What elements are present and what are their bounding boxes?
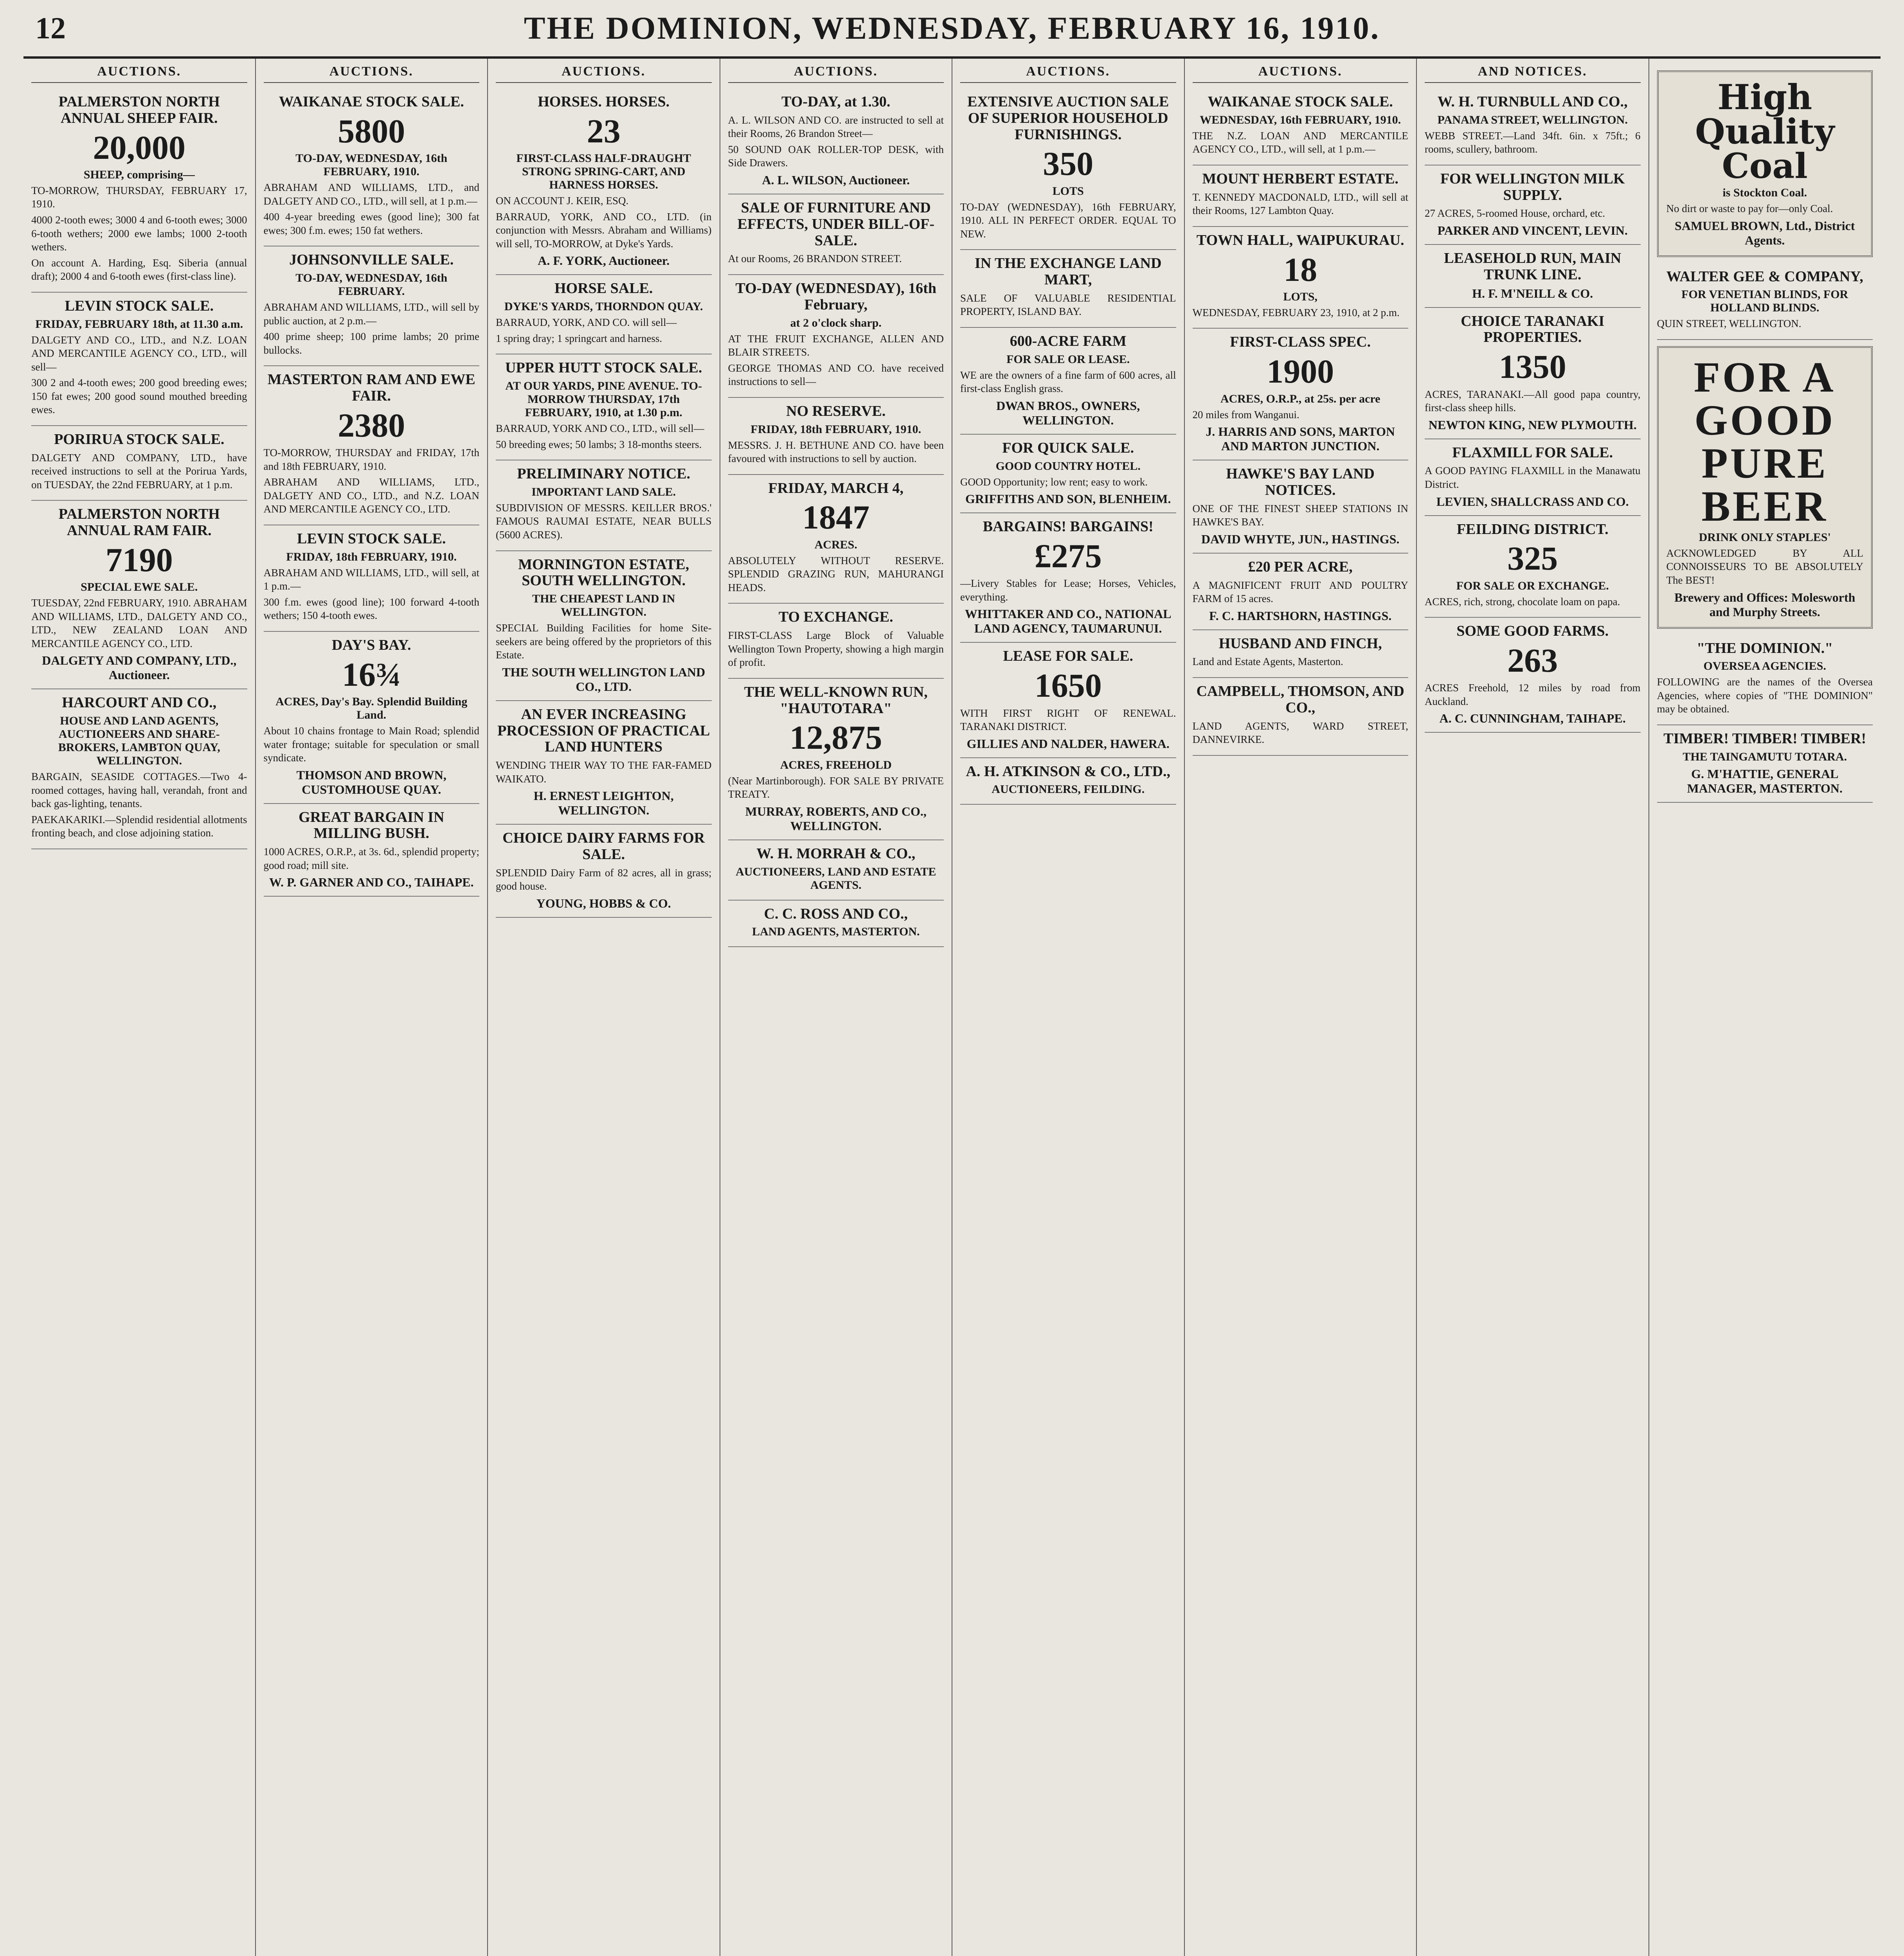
ad-body-text: DALGETY AND CO., LTD., and N.Z. LOAN AND MERCANTILE AGENCY CO., LTD., will sell— [31,334,247,373]
ad-advertiser: A. C. CUNNINGHAM, TAIHAPE. [1439,711,1626,726]
advertisement [1193,554,1409,630]
ad-title: WAIKANAE STOCK SALE. [279,93,464,110]
ad-body-text: ABRAHAM AND WILLIAMS, LTD., and DALGETY AND CO., LTD., will sell, at 1 p.m.— [263,182,479,207]
ad-body-text: 400 4-year breeding ewes (good line); 300 fat ewes; 300 f.m. ewes; 150 fat wethers. [263,211,479,236]
ad-body-text: ABRAHAM AND WILLIAMS, LTD., will sell by public auction, at 2 p.m.— [263,301,479,327]
advertisement [264,246,480,366]
ad-subtitle: PANAMA STREET, WELLINGTON. [1437,113,1628,126]
ad-subtitle: LOTS [1052,184,1084,198]
ad-title: TOWN HALL, WAIPUKURAU. [1196,232,1404,248]
ad-body-text: FIRST-CLASS Large Block of Valuable Wellington Town Property, showing a high margin of profit. [728,629,944,669]
advertisement [1425,245,1641,308]
ad-highlight-number: 263 [1507,641,1558,679]
advertisement [496,825,712,918]
ad-title: PORIRUA STOCK SALE. [54,431,225,448]
ad-title: TIMBER! TIMBER! TIMBER! [1663,730,1866,747]
ad-body-text: Land and Estate Agents, Masterton. [1192,656,1343,668]
ad-subtitle: AT OUR YARDS, PINE AVENUE. TO-MORROW THURSDAY, 17th FEBRUARY, 1910, at 1.30 p.m. [505,379,702,419]
column-4 [720,59,953,1956]
ad-body-text: ON ACCOUNT J. KEIR, ESQ. [496,195,629,207]
ad-title: WAIKANAE STOCK SALE. [1208,93,1393,110]
advertisement [1193,88,1409,165]
advertisement [264,525,480,632]
advertisement [31,293,247,426]
advertisement [728,679,944,840]
ad-body-text: TUESDAY, 22nd FEBRUARY, 1910. ABRAHAM AND WILLIAMS, LTD., DALGETY AND CO., LTD., NEW ZEALAND LOAN AND MERCANTILE AGENCY CO., LTD. [31,597,247,649]
column-heading: AUCTIONS. [728,64,944,83]
advertisement [1425,88,1641,165]
ad-advertiser: SAMUEL BROWN, Ltd., District Agents. [1675,218,1855,247]
ad-subtitle: OVERSEA AGENCIES. [1703,660,1826,673]
ad-body-text: MESSRS. J. H. BETHUNE AND CO. have been favoured with instructions to sell by auction. [728,439,944,465]
ad-body-text: A MAGNIFICENT FRUIT AND POULTRY FARM of 15 acres. [1192,579,1408,605]
advertisement [960,328,1176,435]
ad-title: LEVIN STOCK SALE. [297,530,446,547]
ad-subtitle: FRIDAY, 18th FEBRUARY, 1910. [750,422,921,436]
ad-body-text: ACKNOWLEDGED BY ALL CONNOISSEURS TO BE ABSOLUTELY The BEST! [1666,547,1863,586]
ad-highlight-number: 16¾ [342,655,401,693]
ad-title: UPPER HUTT STOCK SALE. [505,360,702,376]
ad-advertiser: NEWTON KING, NEW PLYMOUTH. [1428,417,1637,432]
ad-title: LEVIN STOCK SALE. [65,297,214,314]
ad-subtitle: ACRES, O.R.P., at 25s. per acre [1220,392,1380,405]
ad-body-text: GOOD Opportunity; low rent; easy to work. [960,476,1148,488]
columns [23,59,1881,1956]
advertisement [728,901,944,947]
ad-subtitle: SPECIAL EWE SALE. [81,581,198,594]
ad-body-text: TO-MORROW, THURSDAY and FRIDAY, 17th and 18th FEBRUARY, 1910. [263,447,479,472]
advertisement [728,475,944,604]
ad-advertiser: GRIFFITHS AND SON, BLENHEIM. [965,492,1171,506]
ad-body-text: WEDNESDAY, FEBRUARY 23, 1910, at 2 p.m. [1192,306,1400,318]
advertisement [960,513,1176,643]
ad-advertiser: DWAN BROS., OWNERS, WELLINGTON. [996,398,1140,427]
ad-body-text: ACRES, rich, strong, chocolate loam on papa. [1425,595,1620,608]
ad-title: TO-DAY (WEDNESDAY), 16th February, [735,280,936,313]
ad-highlight-number: 7190 [105,541,173,579]
advertisement [728,275,944,398]
advertisement [1193,678,1409,756]
ad-title: MORNINGTON ESTATE, SOUTH WELLINGTON. [518,556,689,589]
ad-subtitle: FOR SALE OR EXCHANGE. [1456,579,1609,592]
ad-title: CHOICE DAIRY FARMS FOR SALE. [502,830,705,863]
ad-title: HARCOURT AND CO., [62,694,217,711]
column-3 [488,59,720,1956]
ad-advertiser: GILLIES AND NALDER, HAWERA. [966,736,1170,751]
ad-title: THE WELL-KNOWN RUN, "HAUTOTARA" [744,683,928,717]
ad-title: PALMERSTON NORTH ANNUAL SHEEP FAIR. [58,93,220,126]
ad-body-text: At our Rooms, 26 BRANDON STREET. [728,253,902,265]
ad-highlight-number: 1650 [1034,667,1102,705]
advertisement [960,435,1176,513]
ad-title: 600-ACRE FARM [1010,333,1127,350]
ad-title: FRIDAY, MARCH 4, [768,480,904,496]
ad-highlight-number: 20,000 [93,128,185,166]
advertisement [1657,346,1873,629]
column-heading: AUCTIONS. [960,64,1176,83]
ad-title: PALMERSTON NORTH ANNUAL RAM FAIR. [58,506,220,539]
ad-subtitle: FOR VENETIAN BLINDS, FOR HOLLAND BLINDS. [1681,288,1848,315]
ad-advertiser: DAVID WHYTE, JUN., HASTINGS. [1201,532,1400,546]
ad-body-text: 4000 2-tooth ewes; 3000 4 and 6-tooth ewes; 3000 6-tooth wethers; 2000 ewe lambs; 1000 2-tooth wethers. [31,214,247,253]
ad-advertiser: J. HARRIS AND SONS, MARTON AND MARTON JUNCTION. [1206,424,1395,453]
ad-title: W. H. MORRAH & CO., [756,845,916,862]
advertisement [728,194,944,275]
advertisement [264,632,480,804]
ad-advertiser: Brewery and Offices: Molesworth and Murphy Streets. [1674,590,1855,619]
advertisement [31,501,247,689]
ad-body-text: On account A. Harding, Esq. Siberia (annual draft); 2000 4 and 6-tooth ewes (first-class line). [31,257,247,282]
ad-subtitle: HOUSE AND LAND AGENTS, AUCTIONEERS AND SHARE-BROKERS, LAMBTON QUAY, WELLINGTON. [58,714,220,768]
ad-advertiser: F. C. HARTSHORN, HASTINGS. [1209,608,1392,623]
column-8 [1649,59,1881,1956]
ad-body-text: ACRES Freehold, 12 miles by road from Auckland. [1425,682,1641,707]
ad-advertiser: A. F. YORK, Auctioneer. [538,253,670,268]
advertisement [728,840,944,901]
ad-body-text: ACRES, TARANAKI.—All good papa country, first-class sheep hills. [1425,388,1641,414]
ad-body-text: A. L. WILSON AND CO. are instructed to sell at their Rooms, 26 Brandon Street— [728,114,944,140]
advertisement [31,426,247,501]
ad-body-text: QUIN STREET, WELLINGTON. [1657,318,1801,330]
ad-title: TO EXCHANGE. [778,609,893,626]
ad-title: FLAXMILL FOR SALE. [1452,444,1613,461]
ad-subtitle: FIRST-CLASS HALF-DRAUGHT STRONG SPRING-CART, AND HARNESS HORSES. [516,152,691,192]
ad-title: FOR QUICK SALE. [1002,439,1134,456]
advertisement [728,604,944,678]
ad-body-text: T. KENNEDY MACDONALD, LTD., will sell at their Rooms, 127 Lambton Quay. [1192,191,1408,217]
ad-body-text: SPLENDID Dairy Farm of 82 acres, all in grass; good house. [496,867,712,892]
ad-subtitle: ACRES, FREEHOLD [780,758,892,771]
ad-highlight-number: 2380 [338,406,405,444]
ad-body-text: BARRAUD, YORK, AND CO., LTD. (in conjunction with Messrs. Abraham and Williams) will sell, TO-MORROW, at Dyke's Yards. [496,210,712,250]
ad-body-text: No dirt or waste to pay for—only Coal. [1666,203,1833,214]
ad-title: CAMPBELL, THOMSON, AND CO., [1196,683,1404,716]
advertisement [1425,165,1641,245]
ad-title: EXTENSIVE AUCTION SALE OF SUPERIOR HOUSEHOLD FURNISHINGS. [967,93,1169,143]
ad-subtitle: DRINK ONLY STAPLES' [1699,530,1831,544]
advertisement [1193,630,1409,678]
advertisement [1657,725,1873,803]
ad-subtitle: AUCTIONEERS, FEILDING. [992,783,1145,796]
advertisement [496,701,712,825]
ad-body-text: SPECIAL Building Facilities for home Site-seekers are being offered by the proprietors of this Estate. [496,622,712,661]
advertisement [1425,618,1641,733]
ad-advertiser: H. ERNEST LEIGHTON, WELLINGTON. [533,789,674,818]
ad-body-text: FOLLOWING are the names of the Oversea Agencies, where copies of "THE DOMINION" may be obtained. [1657,676,1873,715]
ad-body-text: ABRAHAM AND WILLIAMS, LTD., DALGETY AND CO., LTD., and N.Z. LOAN AND MERCANTILE AGENCY CO., LTD. [263,476,479,515]
ad-body-text: 300 f.m. ewes (good line); 100 forward 4-tooth wethers; 150 4-tooth ewes. [263,596,479,622]
ad-body-text: AT THE FRUIT EXCHANGE, ALLEN AND BLAIR STREETS. [728,333,944,358]
ad-title: DAY'S BAY. [331,636,411,653]
ad-subtitle: SHEEP, comprising— [83,168,195,181]
ad-title: HORSES. HORSES. [538,93,670,110]
advertisement [960,643,1176,758]
ad-title: LEASEHOLD RUN, MAIN TRUNK LINE. [1444,250,1621,283]
column-heading: AUCTIONS. [1193,64,1409,83]
ad-body-text: GEORGE THOMAS AND CO. have received instructions to sell— [728,362,944,388]
column-heading: AUCTIONS. [496,64,712,83]
ad-highlight-number: 350 [1043,145,1094,183]
ad-highlight-number: 23 [587,112,621,150]
advertisement [1657,70,1873,257]
advertisement [1193,165,1409,227]
ad-highlight-number: 12,875 [790,719,882,757]
advertisement [1425,439,1641,516]
ad-title: AN EVER INCREASING PROCESSION OF PRACTICAL LAND HUNTERS [497,706,710,755]
ad-subtitle: GOOD COUNTRY HOTEL. [995,459,1141,473]
ad-body-text: 1 spring dray; 1 springcart and harness. [496,332,662,344]
ad-title: A. H. ATKINSON & CO., LTD., [966,763,1171,780]
ad-body-text: 300 2 and 4-tooth ewes; 200 good breeding ewes; 150 fat ewes; 200 good sound mouthed breeding ewes. [31,377,247,416]
ad-title: C. C. ROSS AND CO., [764,905,908,922]
ad-advertiser: H. F. M'NEILL & CO. [1472,286,1593,300]
ad-body-text: —Livery Stables for Lease; Horses, Vehicles, everything. [960,577,1176,603]
advertisement [1193,460,1409,554]
ad-body-text: 20 miles from Wanganui. [1192,408,1299,421]
ad-title: FOR A GOOD PURE BEER [1693,353,1836,530]
ad-title: MOUNT HERBERT ESTATE. [1202,170,1399,187]
ad-advertiser: THE SOUTH WELLINGTON LAND CO., LTD. [502,665,705,694]
ad-subtitle: LOTS, [1283,290,1318,303]
advertisement [264,366,480,525]
ad-title: £20 PER ACRE, [1248,558,1353,575]
ad-title: W. H. TURNBULL AND CO., [1437,93,1628,110]
column-heading: AUCTIONS. [264,64,480,83]
ad-title: CHOICE TARANAKI PROPERTIES. [1461,313,1605,346]
ad-advertiser: LEVIEN, SHALLCRASS AND CO. [1436,494,1629,509]
ad-subtitle: ACRES, Day's Bay. Splendid Building Land. [275,695,468,721]
column-2 [256,59,488,1956]
ad-title: HAWKE'S BAY LAND NOTICES. [1226,466,1375,498]
ad-title: SALE OF FURNITURE AND EFFECTS, UNDER BILL-OF-SALE. [737,199,935,249]
advertisement [264,804,480,897]
ad-highlight-number: 1900 [1267,352,1334,390]
ad-body-text: About 10 chains frontage to Main Road; splendid water frontage; suitable for speculation or small syndicate. [263,725,479,764]
ad-body-text: BARGAIN, SEASIDE COTTAGES.—Two 4-roomed cottages, having hall, verandah, front and back gas-lighting, tenants. [31,771,247,810]
ad-body-text: 1000 ACRES, O.R.P., at 3s. 6d., splendid property; good road; mill site. [263,846,479,871]
ad-body-text: THE N.Z. LOAN AND MERCANTILE AGENCY CO., LTD., will sell, at 1 p.m.— [1192,129,1408,155]
ad-body-text: 50 SOUND OAK ROLLER-TOP DESK, with Side Drawers. [728,143,944,169]
ad-subtitle: AUCTIONEERS, LAND AND ESTATE AGENTS. [736,865,936,892]
ad-body-text: SALE OF VALUABLE RESIDENTIAL PROPERTY, ISLAND BAY. [960,292,1176,318]
ad-subtitle: WEDNESDAY, 16th FEBRUARY, 1910. [1200,113,1401,126]
advertisement [1193,227,1409,329]
ad-body-text: TO-MORROW, THURSDAY, FEBRUARY 17, 1910. [31,184,247,210]
ad-title: GREAT BARGAIN IN MILLING BUSH. [299,809,445,842]
advertisement [728,398,944,475]
advertisement [264,88,480,246]
ad-subtitle: ACRES. [814,538,857,551]
ad-body-text: ABSOLUTELY WITHOUT RESERVE. SPLENDID GRAZING RUN, MAHURANGI HEADS. [728,554,944,593]
ad-highlight-number: 1350 [1499,348,1566,386]
ad-highlight-number: 5800 [338,112,405,150]
ad-subtitle: FRIDAY, 18th FEBRUARY, 1910. [286,550,457,563]
page-title: THE DOMINION, WEDNESDAY, FEBRUARY 16, 1910. [524,10,1380,46]
ad-title: HUSBAND AND FINCH, [1218,635,1382,652]
ad-title: BARGAINS! BARGAINS! [983,518,1154,535]
ad-highlight-number: £275 [1034,537,1102,575]
ad-title: High Quality Coal [1695,77,1835,186]
advertisement [31,88,247,293]
ad-title: LEASE FOR SALE. [1003,648,1134,665]
ad-body-text: TO-DAY (WEDNESDAY), 16th FEBRUARY, 1910. ALL IN PERFECT ORDER. EQUAL TO NEW. [960,201,1176,240]
ad-body-text: PAEKAKARIKI.—Splendid residential allotments fronting beach, and close adjoining station. [31,813,247,839]
ad-title: SOME GOOD FARMS. [1456,623,1609,640]
ad-title: PRELIMINARY NOTICE. [517,466,691,482]
ad-advertiser: DALGETY AND COMPANY, LTD., Auctioneer. [42,653,237,682]
ad-title: IN THE EXCHANGE LAND MART, [974,255,1162,288]
ad-title: FIRST-CLASS SPEC. [1230,334,1371,351]
ad-highlight-number: 18 [1283,250,1317,288]
ad-advertiser: THOMSON AND BROWN, CUSTOMHOUSE QUAY. [296,768,446,796]
ad-subtitle: TO-DAY, WEDNESDAY, 16th FEBRUARY, 1910. [295,152,448,178]
ad-body-text: 27 ACRES, 5-roomed House, orchard, etc. [1425,207,1605,219]
advertisement [496,275,712,354]
ad-subtitle: is Stockton Coal. [1722,186,1807,199]
ad-title: HORSE SALE. [554,280,653,297]
ad-body-text: 50 breeding ewes; 50 lambs; 3 18-months steers. [496,438,702,450]
advertisement [1657,263,1873,340]
column-heading: AND NOTICES. [1425,64,1641,83]
masthead [23,0,1881,59]
ad-advertiser: MURRAY, ROBERTS, AND CO., WELLINGTON. [745,804,927,833]
ad-title: TO-DAY, at 1.30. [781,93,891,110]
ad-advertiser: YOUNG, HOBBS & CO. [536,896,671,910]
ad-advertiser: WHITTAKER AND CO., NATIONAL LAND AGENCY, TAUMARUNUI. [965,607,1172,636]
ad-title: NO RESERVE. [786,403,886,419]
advertisement [1193,329,1409,460]
ad-subtitle: FOR SALE OR LEASE. [1006,352,1130,366]
ad-body-text: BARRAUD, YORK, AND CO. will sell— [496,316,677,329]
advertisement [960,88,1176,250]
ad-body-text: ONE OF THE FINEST SHEEP STATIONS IN HAWKE'S BAY. [1192,502,1408,528]
advertisement [496,88,712,275]
column-heading: AUCTIONS. [31,64,247,83]
ad-title: "THE DOMINION." [1697,640,1833,656]
column-6 [1185,59,1417,1956]
ad-subtitle: FRIDAY, FEBRUARY 18th, at 11.30 a.m. [35,317,243,331]
ad-subtitle: IMPORTANT LAND SALE. [531,485,676,498]
advertisement [1657,635,1873,725]
advertisement [1425,308,1641,439]
advertisement [496,354,712,460]
advertisement [496,551,712,701]
ad-subtitle: at 2 o'clock sharp. [790,316,882,329]
ad-body-text: WENDING THEIR WAY TO THE FAR-FAMED WAIKATO. [496,759,712,785]
column-1 [23,59,256,1956]
ad-subtitle: TO-DAY, WEDNESDAY, 16th FEBRUARY. [295,271,448,298]
column-7 [1417,59,1649,1956]
advertisement [728,88,944,194]
advertisement [31,689,247,849]
advertisement [960,250,1176,328]
ad-advertiser: G. M'HATTIE, GENERAL MANAGER, MASTERTON. [1687,766,1843,795]
ad-body-text: DALGETY AND COMPANY, LTD., have received instructions to sell at the Porirua Yards, on TUESDAY, the 22nd FEBRUARY, at 1 p.m. [31,451,247,491]
ad-title: FEILDING DISTRICT. [1456,521,1609,538]
column-5 [952,59,1185,1956]
ad-body-text: LAND AGENTS, WARD STREET, DANNEVIRKE. [1192,720,1408,746]
ad-subtitle: THE TAINGAMUTU TOTARA. [1683,750,1847,763]
ad-body-text: 400 prime sheep; 100 prime lambs; 20 prime bullocks. [263,331,479,356]
ad-body-text: SUBDIVISION OF MESSRS. KEILLER BROS.' FAMOUS RAUMAI ESTATE, NEAR BULLS (5600 ACRES). [496,502,712,541]
ad-advertiser: W. P. GARNER AND CO., TAIHAPE. [269,875,474,890]
ad-title: FOR WELLINGTON MILK SUPPLY. [1440,170,1625,203]
advertisement [1425,516,1641,618]
ad-body-text: WE are the owners of a fine farm of 600 acres, all first-class English grass. [960,369,1176,395]
ad-body-text: A GOOD PAYING FLAXMILL in the Manawatu District. [1425,465,1641,490]
ad-advertiser: A. L. WILSON, Auctioneer. [762,173,910,187]
ad-highlight-number: 325 [1507,539,1558,577]
advertisement [960,758,1176,805]
ad-title: WALTER GEE & COMPANY, [1666,268,1863,285]
ad-body-text: ABRAHAM AND WILLIAMS, LTD., will sell, at 1 p.m.— [263,566,479,592]
page-number: 12 [35,11,66,45]
ad-highlight-number: 1847 [802,498,870,536]
ad-title: MASTERTON RAM AND EWE FAIR. [267,371,475,405]
ad-body-text: WEBB STREET.—Land 34ft. 6in. x 75ft.; 6 rooms, scullery, bathroom. [1425,129,1641,155]
ad-subtitle: LAND AGENTS, MASTERTON. [752,925,920,938]
ad-advertiser: PARKER AND VINCENT, LEVIN. [1437,223,1628,238]
ad-title: JOHNSONVILLE SALE. [289,252,454,268]
ad-body-text: WITH FIRST RIGHT OF RENEWAL. TARANAKI DISTRICT. [960,707,1176,733]
advertisement [496,460,712,551]
ad-body-text: BARRAUD, YORK AND CO., LTD., will sell— [496,422,704,434]
ad-body-text: (Near Martinborough). FOR SALE BY PRIVATE TREATY. [728,775,944,800]
ad-subtitle: DYKE'S YARDS, THORNDON QUAY. [504,300,703,313]
ad-subtitle: THE CHEAPEST LAND IN WELLINGTON. [532,592,675,619]
